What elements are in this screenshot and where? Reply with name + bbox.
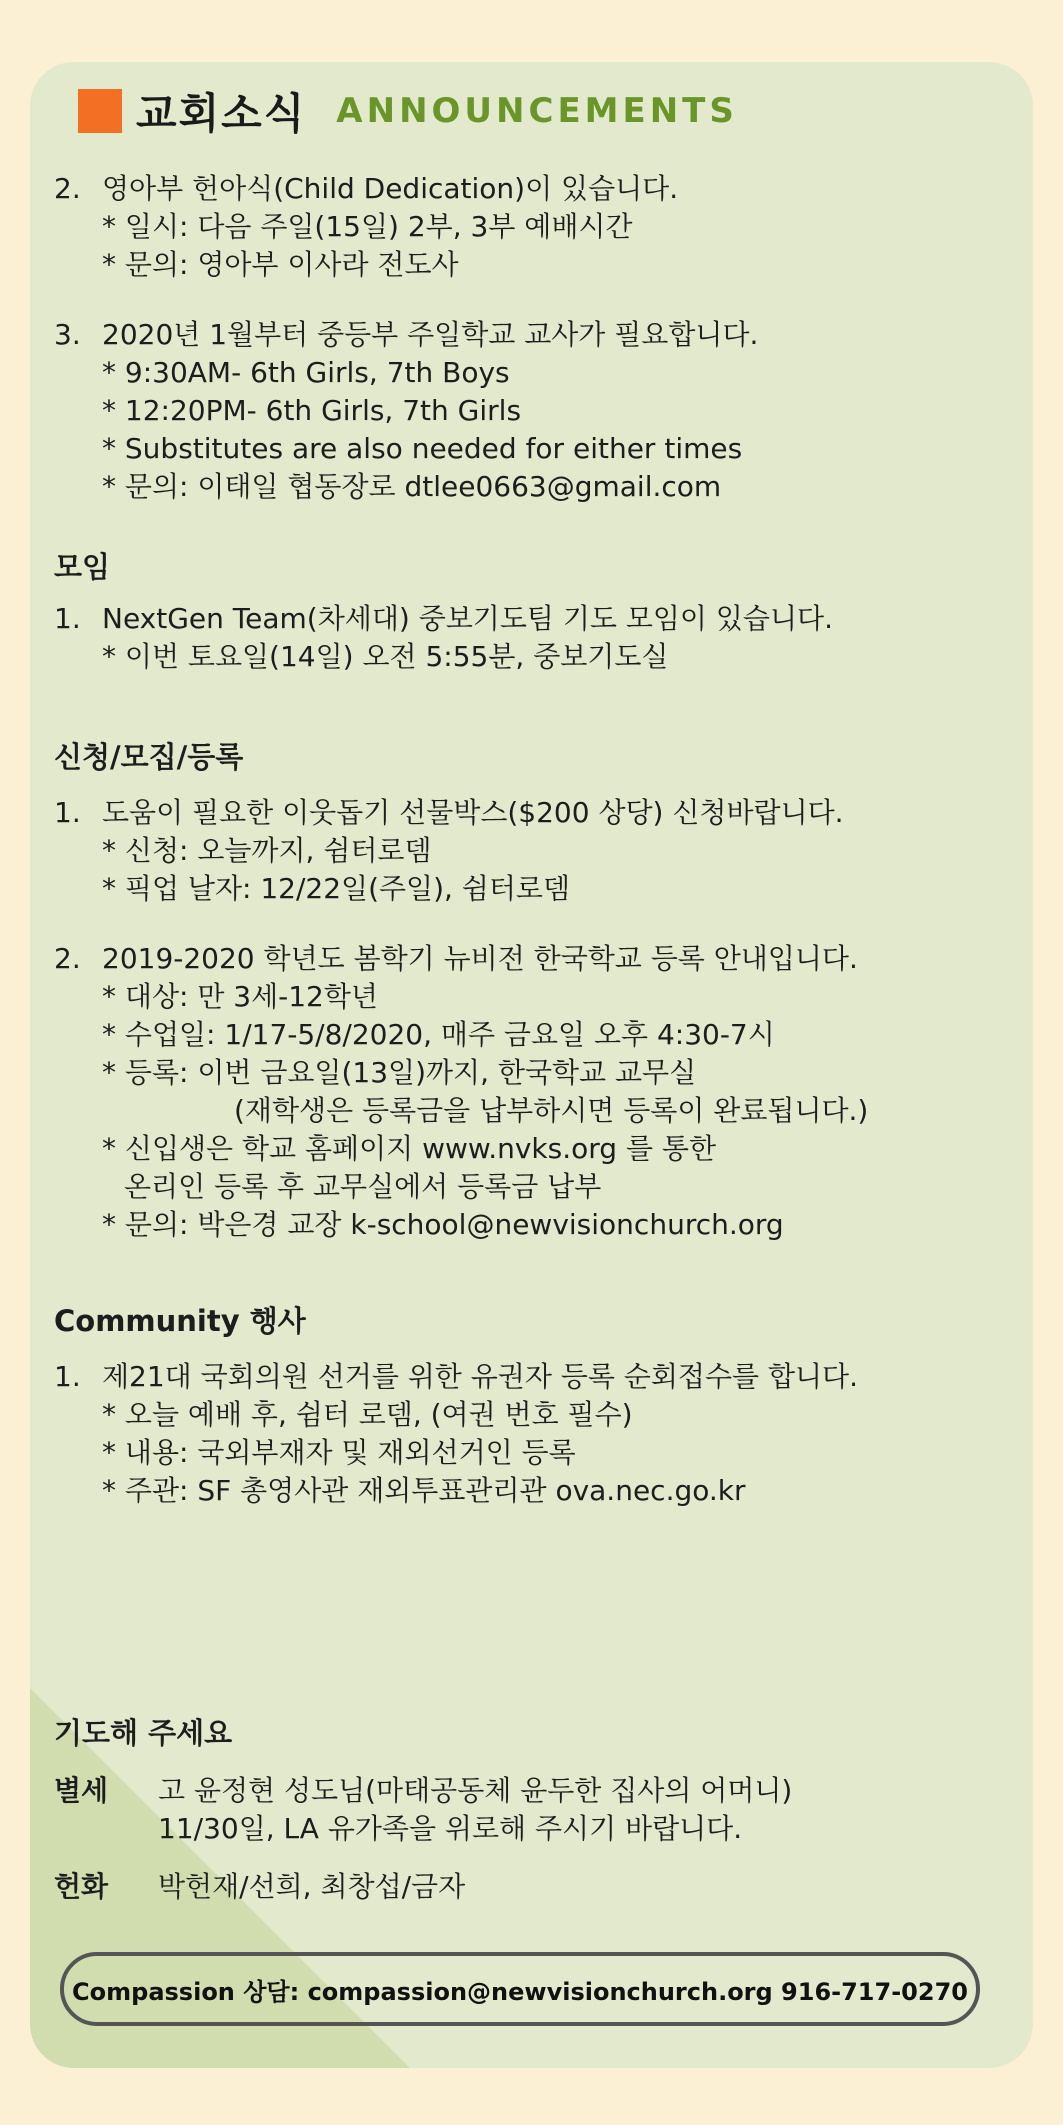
section-heading-community: Community 행사 [54, 1304, 306, 1338]
item-text: 2020년 1월부터 중등부 주일학교 교사가 필요합니다. [102, 318, 759, 351]
item-detail: * 문의: 박은경 교장 k-school@newvisionchurch.org [102, 1208, 784, 1241]
item-detail: (재학생은 등록금을 납부하시면 등록이 완료됩니다.) [234, 1094, 869, 1127]
title-korean: 교회소식 [136, 89, 307, 138]
item-text: 제21대 국회의원 선거를 위한 유권자 등록 순회접수를 합니다. [102, 1360, 858, 1393]
announcements-card [30, 62, 1033, 2068]
announcement-item [54, 316, 1013, 506]
announcement-item [54, 794, 1013, 908]
item-number: 2. [54, 172, 81, 205]
item-number: 2. [54, 942, 81, 975]
title-english: ANNOUNCEMENTS [336, 91, 738, 131]
item-detail: * 이번 토요일(14일) 오전 5:55분, 중보기도실 [102, 640, 669, 673]
announcement-item [54, 1358, 1013, 1510]
compassion-contact-banner: Compassion 상담: compassion@newvisionchurch.org 916-717-0270 [60, 1952, 980, 2026]
item-detail: * 문의: 영아부 이사라 전도사 [102, 248, 459, 281]
prayer-text: 고 윤정현 성도님(마태공동체 윤두한 집사의 어머니) [158, 1774, 793, 1807]
item-text: NextGen Team(차세대) 중보기도팀 기도 모임이 있습니다. [102, 602, 833, 635]
prayer-row [54, 1868, 792, 1906]
item-detail: * 9:30AM- 6th Girls, 7th Boys [102, 356, 510, 389]
section-heading-prayer: 기도해 주세요 [54, 1716, 233, 1750]
item-text: 도움이 필요한 이웃돕기 선물박스($200 상당) 신청바랍니다. [102, 796, 844, 829]
orange-square-icon [78, 89, 122, 133]
item-number: 3. [54, 318, 81, 351]
announcement-item [54, 170, 1013, 284]
item-detail: * 신청: 오늘까지, 쉼터로뎀 [102, 834, 432, 867]
item-detail: * 등록: 이번 금요일(13일)까지, 한국학교 교무실 [102, 1056, 697, 1089]
announcements-content [54, 170, 1013, 1510]
item-detail: * Substitutes are also needed for either times [102, 432, 743, 465]
item-detail: * 수업일: 1/17-5/8/2020, 매주 금요일 오후 4:30-7시 [102, 1018, 775, 1051]
section-heading-register: 신청/모집/등록 [54, 740, 244, 774]
item-detail: * 주관: SF 총영사관 재외투표관리관 ova.nec.go.kr [102, 1474, 746, 1507]
prayer-label: 별세 [54, 1774, 109, 1807]
prayer-text: 11/30일, LA 유가족을 위로해 주시기 바랍니다. [158, 1812, 743, 1845]
item-number: 1. [54, 602, 81, 635]
prayer-row [54, 1772, 792, 1848]
item-detail: * 문의: 이태일 협동장로 dtlee0663@gmail.com [102, 470, 722, 503]
item-text: 2019-2020 학년도 봄학기 뉴비전 한국학교 등록 안내입니다. [102, 942, 858, 975]
item-number: 1. [54, 796, 81, 829]
prayer-section [54, 1714, 792, 1906]
item-number: 1. [54, 1360, 81, 1393]
item-detail: 온리인 등록 후 교무실에서 등록금 납부 [124, 1170, 602, 1203]
item-detail: * 대상: 만 3세-12학년 [102, 980, 378, 1013]
announcement-item [54, 940, 1013, 1244]
prayer-label: 헌화 [54, 1870, 109, 1903]
header [78, 76, 738, 146]
item-detail: * 일시: 다음 주일(15일) 2부, 3부 예배시간 [102, 210, 633, 243]
item-detail: * 내용: 국외부재자 및 재외선거인 등록 [102, 1436, 576, 1469]
item-detail: * 픽업 날자: 12/22일(주일), 쉼터로뎀 [102, 872, 571, 905]
prayer-text: 박헌재/선희, 최창섭/금자 [158, 1870, 466, 1903]
section-heading-meeting: 모임 [54, 550, 111, 584]
announcement-item [54, 600, 1013, 676]
item-text: 영아부 헌아식(Child Dedication)이 있습니다. [102, 172, 679, 205]
item-detail: * 신입생은 학교 홈페이지 www.nvks.org 를 통한 [102, 1132, 717, 1165]
item-detail: * 오늘 예배 후, 쉼터 로뎀, (여권 번호 필수) [102, 1398, 633, 1431]
item-detail: * 12:20PM- 6th Girls, 7th Girls [102, 394, 522, 427]
